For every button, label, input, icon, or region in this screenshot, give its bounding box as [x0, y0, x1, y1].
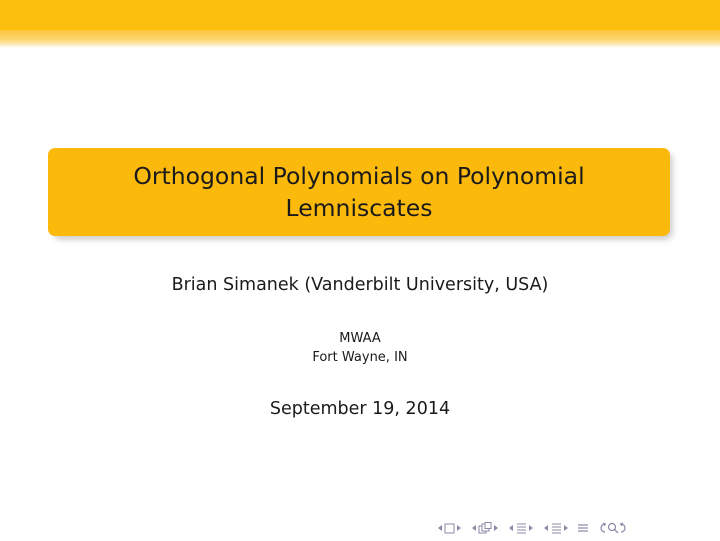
slide-next-icon[interactable]: [457, 525, 461, 531]
document-nav-group: [542, 522, 570, 534]
doc-next-icon[interactable]: [564, 525, 568, 531]
section-nav-group: [507, 522, 535, 534]
date: September 19, 2014: [269, 399, 451, 419]
search-nav-group: [596, 522, 630, 534]
doc-icon[interactable]: [550, 522, 562, 534]
slide-prev-icon[interactable]: [438, 525, 442, 531]
appendix-nav-group: [577, 522, 589, 534]
title-line-1: Orthogonal Polynomials on Polynomial: [133, 162, 585, 190]
forward-icon[interactable]: [619, 522, 630, 534]
navigation-bar: [436, 520, 716, 536]
author: Brian Simanek (Vanderbilt University, USA): [171, 275, 549, 295]
institute-line-1: MWAA: [339, 331, 381, 346]
title-line-2: Lemniscates: [285, 194, 433, 222]
section-prev-icon[interactable]: [509, 525, 513, 531]
search-icon[interactable]: [607, 522, 619, 534]
subsection-next-icon[interactable]: [494, 525, 498, 531]
section-icon[interactable]: [515, 522, 527, 534]
subsection-nav-group: [470, 522, 500, 534]
header-band: [0, 0, 720, 48]
section-next-icon[interactable]: [529, 525, 533, 531]
subsection-icon[interactable]: [478, 522, 492, 534]
doc-prev-icon[interactable]: [544, 525, 548, 531]
title-box: [48, 148, 670, 236]
frame-icon[interactable]: [444, 523, 455, 534]
slide-nav-group: [436, 523, 463, 534]
back-icon[interactable]: [596, 522, 607, 534]
subsection-prev-icon[interactable]: [472, 525, 476, 531]
appendix-icon[interactable]: [577, 522, 589, 534]
institute-line-2: Fort Wayne, IN: [312, 350, 408, 365]
